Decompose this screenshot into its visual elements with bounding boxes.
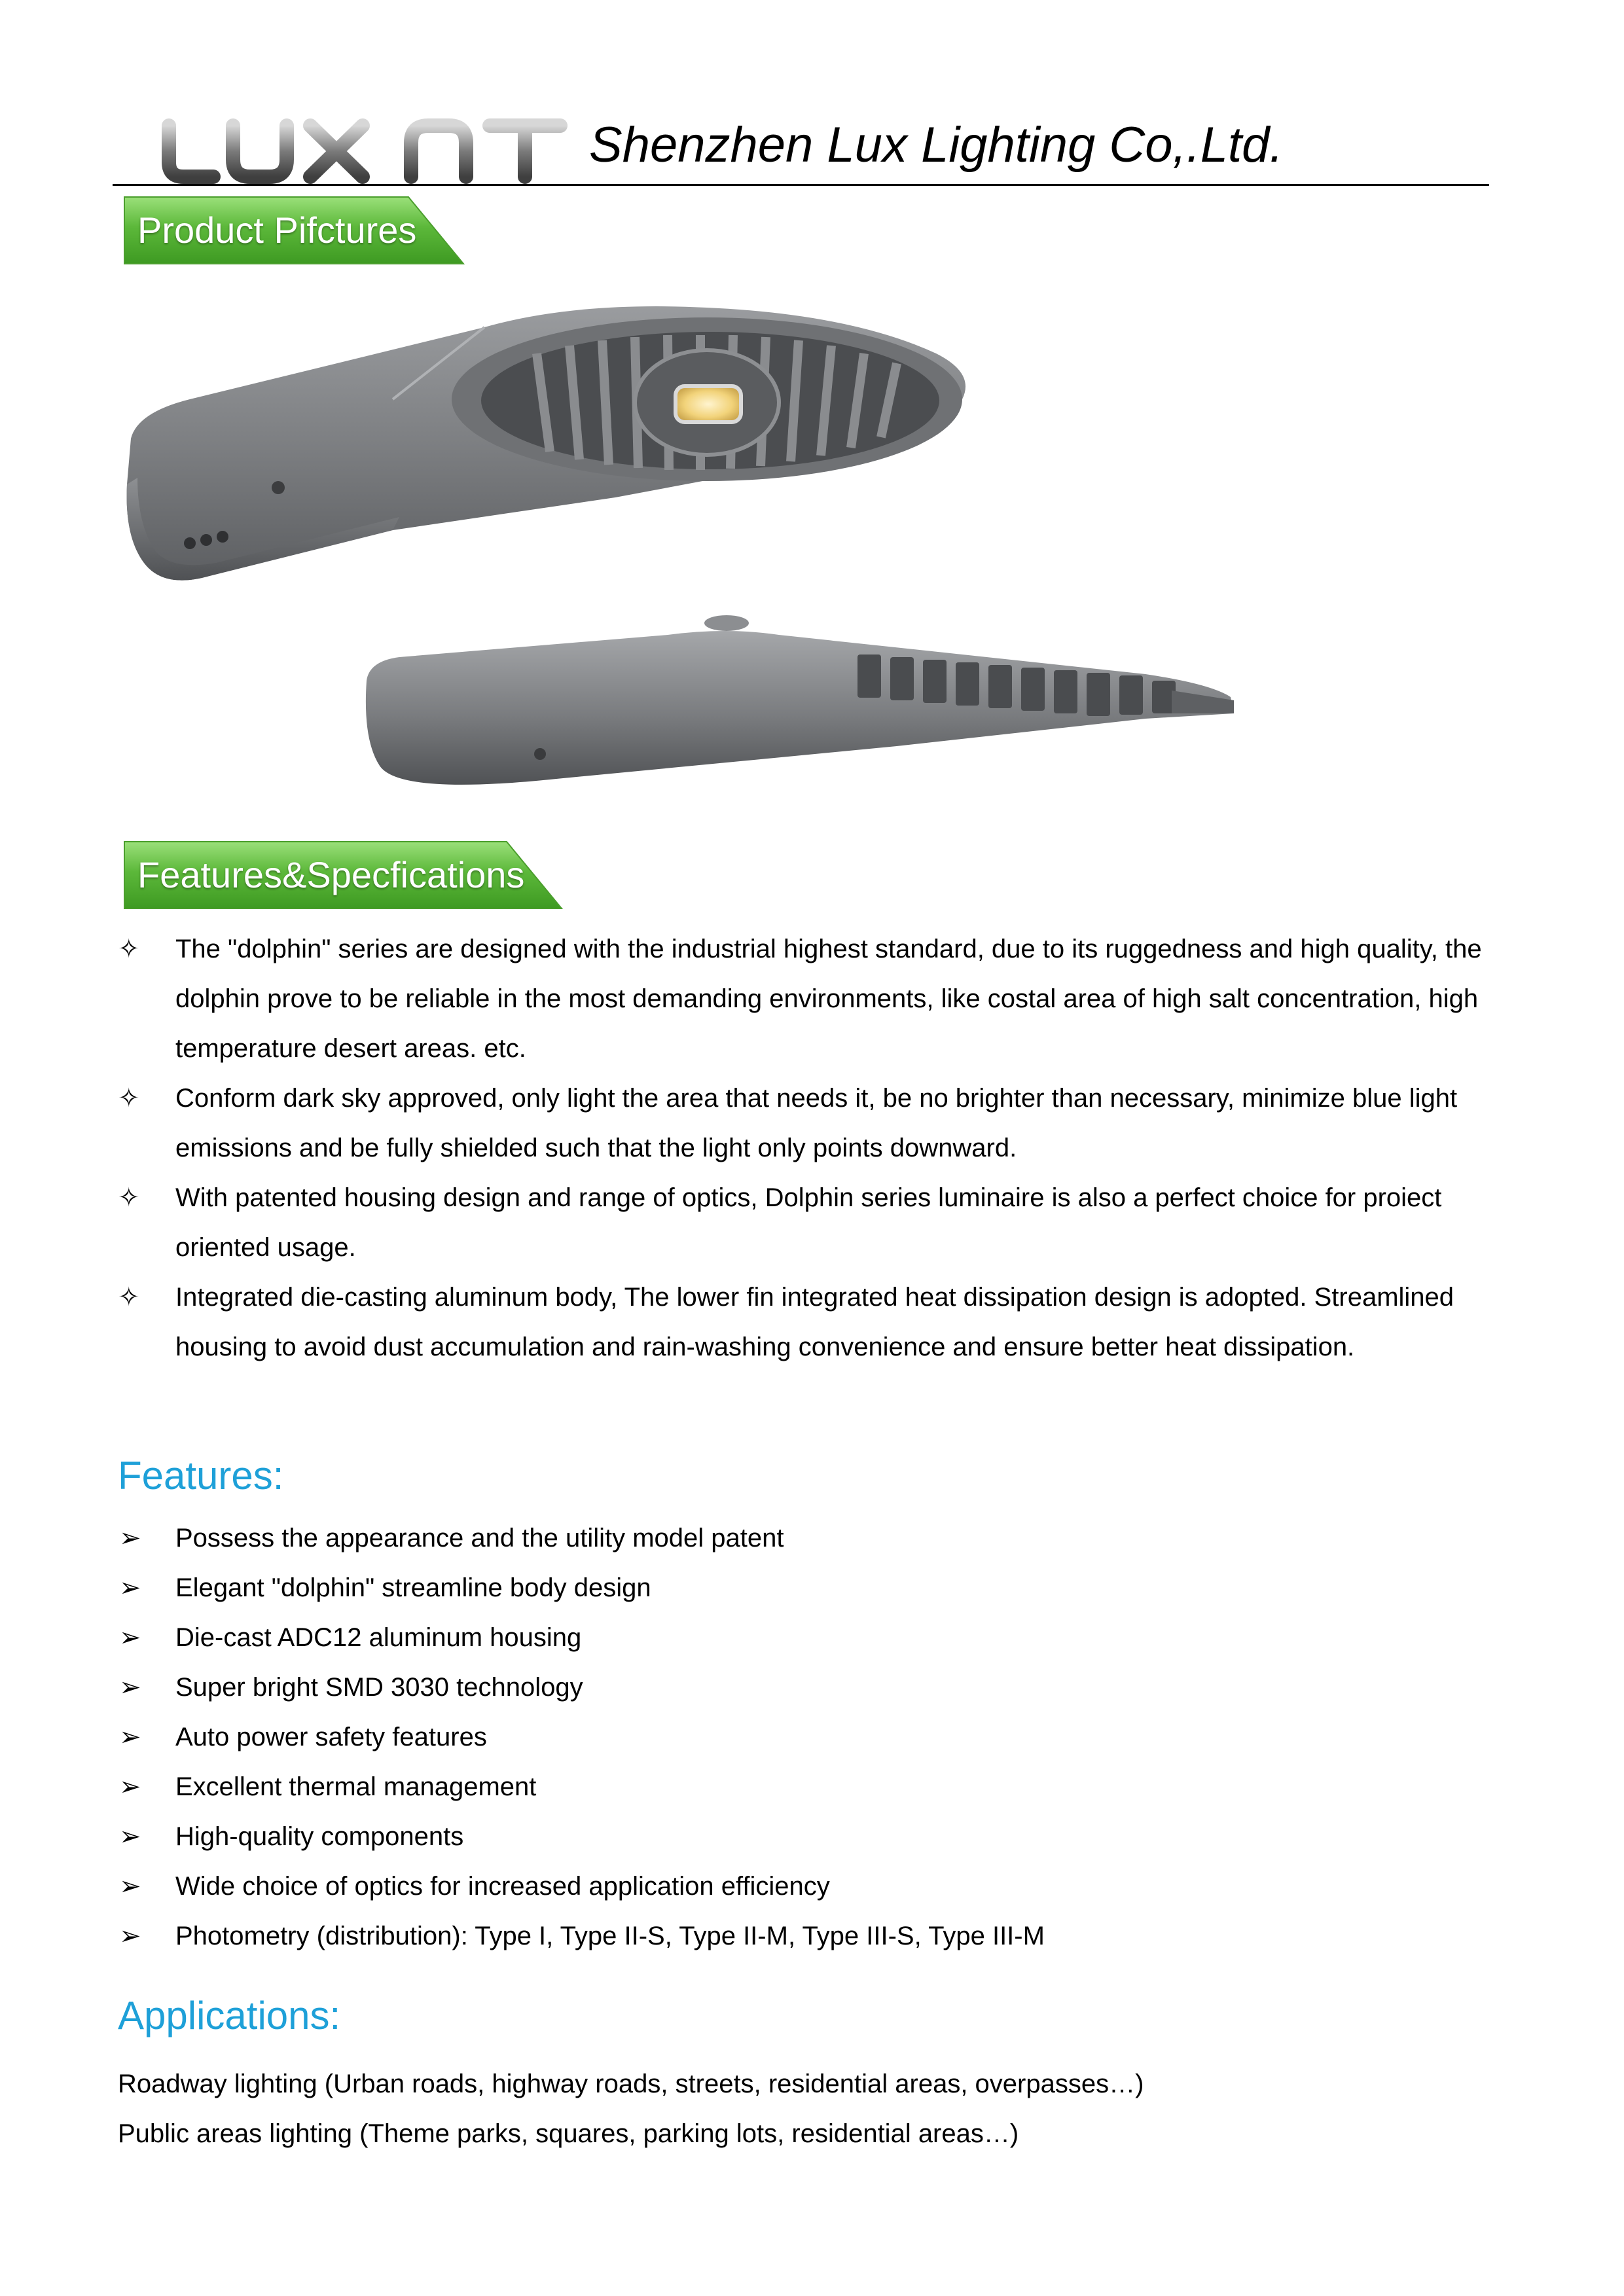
- section-banner-features-specifications: [120, 839, 566, 912]
- arrow-bullet-icon: ➢: [119, 1922, 141, 1950]
- list-item: [118, 1563, 1489, 1613]
- list-item-text: Elegant "dolphin" streamline body design: [175, 1573, 651, 1602]
- diamond-star-bullet-icon: ✧: [118, 1084, 140, 1113]
- luxint-logo: [154, 117, 573, 188]
- list-item-text: With patented housing design and range of optics, Dolphin series luminaire is also a perfect choice for proiect oriented usage.: [175, 1183, 1442, 1262]
- arrow-bullet-icon: ➢: [119, 1524, 141, 1552]
- list-item-text: Super bright SMD 3030 technology: [175, 1673, 583, 1702]
- list-item-text: High-quality components: [175, 1822, 464, 1851]
- diamond-star-bullet-icon: ✧: [118, 935, 140, 963]
- list-item-text: Integrated die-casting aluminum body, The lower fin integrated heat dissipation design is adopted. Streamlined housing to avoid dust accumulation and rain-washing convenience and ensure better heat dissipation.: [175, 1283, 1454, 1361]
- company-name: Shenzhen Lux Lighting Co,.Ltd.: [589, 117, 1284, 173]
- list-item: [118, 1861, 1489, 1911]
- arrow-bullet-icon: ➢: [119, 1772, 141, 1801]
- list-item: [118, 1513, 1489, 1563]
- list-item: [118, 924, 1489, 1073]
- list-item-text: Auto power safety features: [175, 1723, 487, 1751]
- list-item-text: Excellent thermal management: [175, 1772, 537, 1801]
- list-item-text: Possess the appearance and the utility model patent: [175, 1524, 784, 1552]
- list-item: [118, 1911, 1489, 1961]
- arrow-bullet-icon: ➢: [119, 1723, 141, 1751]
- arrow-bullet-icon: ➢: [119, 1872, 141, 1901]
- list-item: [118, 1173, 1489, 1272]
- intro-list: [118, 924, 1489, 1372]
- list-item: [118, 1762, 1489, 1812]
- list-item: [118, 1812, 1489, 1861]
- list-item-text: Conform dark sky approved, only light the area that needs it, be no brighter than necessary, minimize blue light emissions and be fully shielded such that the light only points downward.: [175, 1084, 1458, 1162]
- arrow-bullet-icon: ➢: [119, 1623, 141, 1652]
- list-item: [118, 1613, 1489, 1662]
- arrow-bullet-icon: ➢: [119, 1673, 141, 1702]
- list-item: [118, 1272, 1489, 1372]
- application-line: Public areas lighting (Theme parks, squares, parking lots, residential areas…): [118, 2119, 1019, 2148]
- section-banner-product-pictures: [120, 194, 467, 268]
- arrow-bullet-icon: ➢: [119, 1573, 141, 1602]
- list-item-text: Photometry (distribution): Type I, Type II-S, Type II-M, Type III-S, Type III-M: [175, 1922, 1045, 1950]
- list-item-text: Wide choice of optics for increased application efficiency: [175, 1872, 830, 1901]
- list-item: [118, 1662, 1489, 1712]
- diamond-star-bullet-icon: ✧: [118, 1183, 140, 1212]
- header-divider: [113, 184, 1489, 186]
- list-item: [118, 1073, 1489, 1173]
- banner-label: Features&Specfications: [137, 854, 525, 895]
- product-image-top-view: [118, 288, 988, 602]
- application-line: Roadway lighting (Urban roads, highway roads, streets, residential areas, overpasses…): [118, 2070, 1144, 2098]
- diamond-star-bullet-icon: ✧: [118, 1283, 140, 1312]
- features-heading: Features:: [118, 1454, 284, 1498]
- banner-label: Product Pifctures: [137, 209, 417, 251]
- list-item-text: Die-cast ADC12 aluminum housing: [175, 1623, 582, 1652]
- arrow-bullet-icon: ➢: [119, 1822, 141, 1851]
- list-item-text: The "dolphin" series are designed with the industrial highest standard, due to its ruggedness and high quality, the dolphin prove to be reliable in the most demanding environments, like costal area of high salt concentration, high temperature desert areas. etc.: [175, 935, 1482, 1063]
- product-image-side-view: [360, 609, 1244, 798]
- list-item: [118, 1712, 1489, 1762]
- applications-text: [118, 2059, 1489, 2159]
- applications-heading: Applications:: [118, 1994, 341, 2037]
- features-list: [118, 1513, 1489, 1961]
